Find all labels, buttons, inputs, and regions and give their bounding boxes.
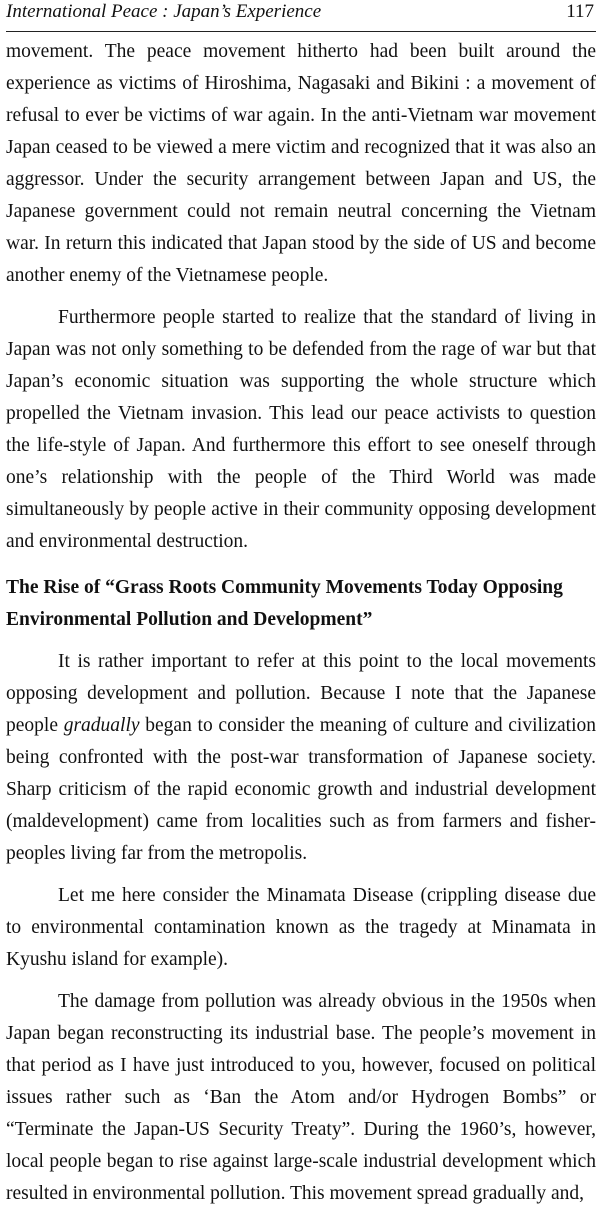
running-title: International Peace : Japan’s Experience xyxy=(6,1,322,22)
running-header xyxy=(6,0,596,30)
section-heading: The Rise of “Grass Roots Community Movements Today Opposing Environmental Pollution and Development” xyxy=(6,577,563,630)
paragraph-2: Furthermore people started to realize that the standard of living in Japan was not only something to be defended from the rage of war but that Japan’s economic situation was supporting the whole structure which propelled the Vietnam invasion. This lead our peace activists to question the life-style of Japan. And furthermore this effort to see oneself through one’s relationship with the people of the Third World was made simultaneously by people active in their community opposing development and environmental destruction. xyxy=(6,307,596,552)
emphasized-word: gradually xyxy=(63,715,140,736)
paragraph-1: movement. The peace movement hitherto had been built around the experience as victims of Hiroshima, Nagasaki and Bikini : a movement of refusal to ever be victims of war again. In the anti-Vietnam war movement Japan ceased to be viewed a mere victim and recognized that it was also an aggressor. Under the security arrangement between Japan and US, the Japanese government could not remain neutral concerning the Vietnam war. In return this indicated that Japan stood by the side of US and become another enemy of the Vietnamese people. xyxy=(6,41,596,286)
paragraph-4: Let me here consider the Minamata Disease (crippling disease due to environmental contamination known as the tragedy at Minamata in Kyushu island for example). xyxy=(6,885,596,970)
paragraph-3-end: began to consider the meaning of culture and civilization being confronted with the post-war transformation of Japanese society. Sharp criticism of the rapid economic growth and industrial development (maldevelopment) came from localities such as from farmers and fisher-peoples living far from the metropolis. xyxy=(6,715,597,864)
paragraph-5: The damage from pollution was already obvious in the 1950s when Japan began reconstructing its industrial base. The people’s movement in that period as I have just introduced to you, however, focused on political issues rather such as ‘Ban the Atom and/or Hydrogen Bombs” or “Terminate the Japan-US Security Treaty”. During the 1960’s, however, local people began to rise against large-scale industrial development which resulted in environmental pollution. This movement spread gradually and, xyxy=(6,991,596,1204)
paragraph-3-start: It is rather important to refer at this point to the local movements opposing development and pollution. Because I note that the Japanese people xyxy=(6,651,596,736)
book-page xyxy=(6,0,596,1210)
header-rule xyxy=(6,31,596,32)
page-number: 117 xyxy=(566,1,594,22)
paragraph-3 xyxy=(6,646,596,870)
